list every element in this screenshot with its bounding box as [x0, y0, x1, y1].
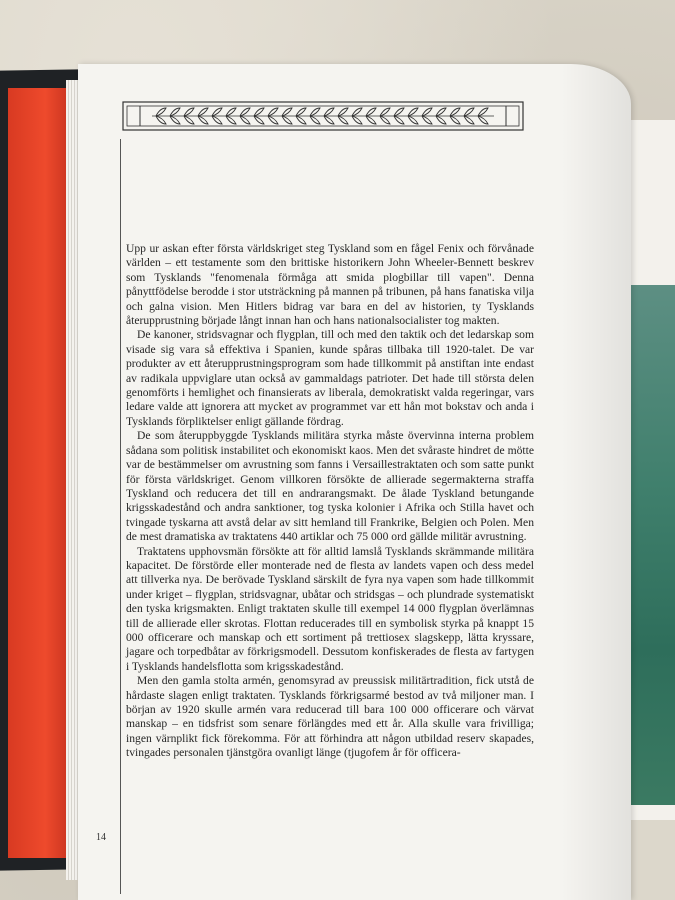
laurel-leaf [436, 108, 446, 116]
laurel-leaf [338, 116, 348, 124]
laurel-leaf [422, 116, 432, 124]
decorative-laurel-border [122, 100, 524, 132]
laurel-leaf [338, 108, 348, 116]
paragraph: De som återuppbyggde Tysklands militära styrka måste övervinna interna problem sådana som politisk instabilitet och ekonomiskt kaos. Men det svåraste hindret de mötte var de bestämmelser om avrustning som fanns i Versaillestraktaten och som satte punkt för första världskriget. Genom villkoren försökte de allierade segermakterna straffa Tyskland och reducera det till en andrarangsmakt. De ålade Tyskland betungande krigsskadestånd och andra sanktioner, tog tyska kolonier i Afrika och Stilla havet och tvingade tyskarna att avstå delar av sitt hemland till Frankrike, Belgien och Polen. Men de mest dramatiska av traktatens 440 artiklar och 75 000 ord gällde militär avrustning. [126, 429, 534, 544]
laurel-leaf [310, 116, 320, 124]
laurel-leaf [352, 116, 362, 124]
laurel-leaf [226, 116, 236, 124]
laurel-leaf [184, 108, 194, 116]
laurel-leaf [198, 116, 208, 124]
laurel-leaf [436, 116, 446, 124]
laurel-leaf [170, 108, 180, 116]
laurel-leaf [408, 116, 418, 124]
laurel-leaf [310, 108, 320, 116]
laurel-leaf [464, 116, 474, 124]
book-page [78, 64, 631, 900]
laurel-leaf [254, 108, 264, 116]
laurel-leaf [282, 108, 292, 116]
laurel-leaf [352, 108, 362, 116]
laurel-leaf [394, 116, 404, 124]
laurel-leaf [366, 116, 376, 124]
laurel-leaf [296, 116, 306, 124]
paragraph: Men den gamla stolta armén, genomsyrad av preussisk militärtradition, fick utstå de hårdaste slagen enligt traktaten. Tysklands förkrigsarmé bestod av två miljoner man. I början av 1920 skulle armén vara reducerad till bara 100 000 officerare och värvat manskap – en tidsfrist som senare förlängdes med ett år. Alla skulle vara frivilliga; ingen värnplikt fick förekomma. För att förhindra att någon utbildad reserv skapades, tvingades personalen tjänstgöra ovanligt länge (tjugofem år för officera- [126, 674, 534, 760]
laurel-leaf [394, 108, 404, 116]
body-text [126, 242, 534, 761]
laurel-leaf [380, 108, 390, 116]
laurel-leaf [450, 108, 460, 116]
laurel-leaf [366, 108, 376, 116]
paragraph: De kanoner, stridsvagnar och flygplan, till och med den taktik och det ledarskap som visade sig vara så effektiva i Spanien, kunde spåras tillbaka till 1920-talet. De var produkter av ett återupprustningsprogram som hade tillkommit på anstiftan inte endast av radikala uppviglare utan också av gammaldags patrioter. Det hade till största delen genomförts i hemlighet och finansierats av liberala, demokratiskt valda regeringar, vars ledare valde att ignorera att mycket av programmet var ett hån mot bokstav och anda i Tysklands förpliktelser enligt gällande fördrag. [126, 328, 534, 428]
laurel-leaf [226, 108, 236, 116]
laurel-leaf [240, 116, 250, 124]
laurel-leaf [450, 116, 460, 124]
laurel-leaf [198, 108, 208, 116]
laurel-leaf [324, 116, 334, 124]
laurel-leaf [254, 116, 264, 124]
laurel-leaf [408, 108, 418, 116]
laurel-leaf [212, 108, 222, 116]
laurel-leaf [212, 116, 222, 124]
facing-page-map-image [630, 285, 675, 805]
book-red-endpaper [8, 88, 70, 858]
paragraph: Upp ur askan efter första världskriget steg Tyskland som en fågel Fenix och förvånade världen – ett testamente som den brittiske historikern John Wheeler-Bennett beskrev som Tysklands "fenomenala förmåga att smida plogbillar till vapen". Denna pånyttfödelse berodde i stor utsträckning på mannen på tribunen, på hans fanatiska vilja och galna vision. Men Hitlers bidrag var bara en del av historien, ty Tysklands återupprustning började långt innan han och hans nationalsocialister tog makten. [126, 242, 534, 328]
laurel-leaf [464, 108, 474, 116]
laurel-leaf [478, 116, 488, 124]
laurel-leaf [156, 108, 166, 116]
paragraph: Traktatens upphovsmän försökte att för alltid lamslå Tysklands skrämmande militära kapacitet. De förstörde eller monterade ned de flesta av landets vapen och dess medel att tillverka nya. De berövade Tyskland särskilt de fyra nya vapen som hade tillkommit under kriget – flygplan, stridsvagnar, ubåtar och stridsgas – och plundrade systematiskt den tyska krigsmakten. Enligt traktaten skulle till exempel 14 000 flygplan överlämnas till de allierade eller skrotas. Flottan reducerades till en symbolisk styrka på knappt 15 000 officerare och manskap och ett sortiment på trettiosex slagskepp, lätta kryssare, jagare och torpedbåtar av förkrigsmodell. Dessutom konfiskerades de flesta av fartygen i Tysklands handelsflotta som krigsskadestånd. [126, 544, 534, 673]
laurel-leaf [296, 108, 306, 116]
laurel-leaf [184, 116, 194, 124]
laurel-leaf [324, 108, 334, 116]
laurel-leaf [170, 116, 180, 124]
laurel-leaf [156, 116, 166, 124]
laurel-leaf [422, 108, 432, 116]
laurel-leaf [240, 108, 250, 116]
laurel-leaf [268, 116, 278, 124]
laurel-leaf [380, 116, 390, 124]
laurel-leaf [282, 116, 292, 124]
page-number: 14 [96, 832, 106, 843]
page-curl-shadow [561, 64, 631, 900]
laurel-leaf [268, 108, 278, 116]
laurel-leaf [478, 108, 488, 116]
page-frame-rule [120, 139, 121, 894]
